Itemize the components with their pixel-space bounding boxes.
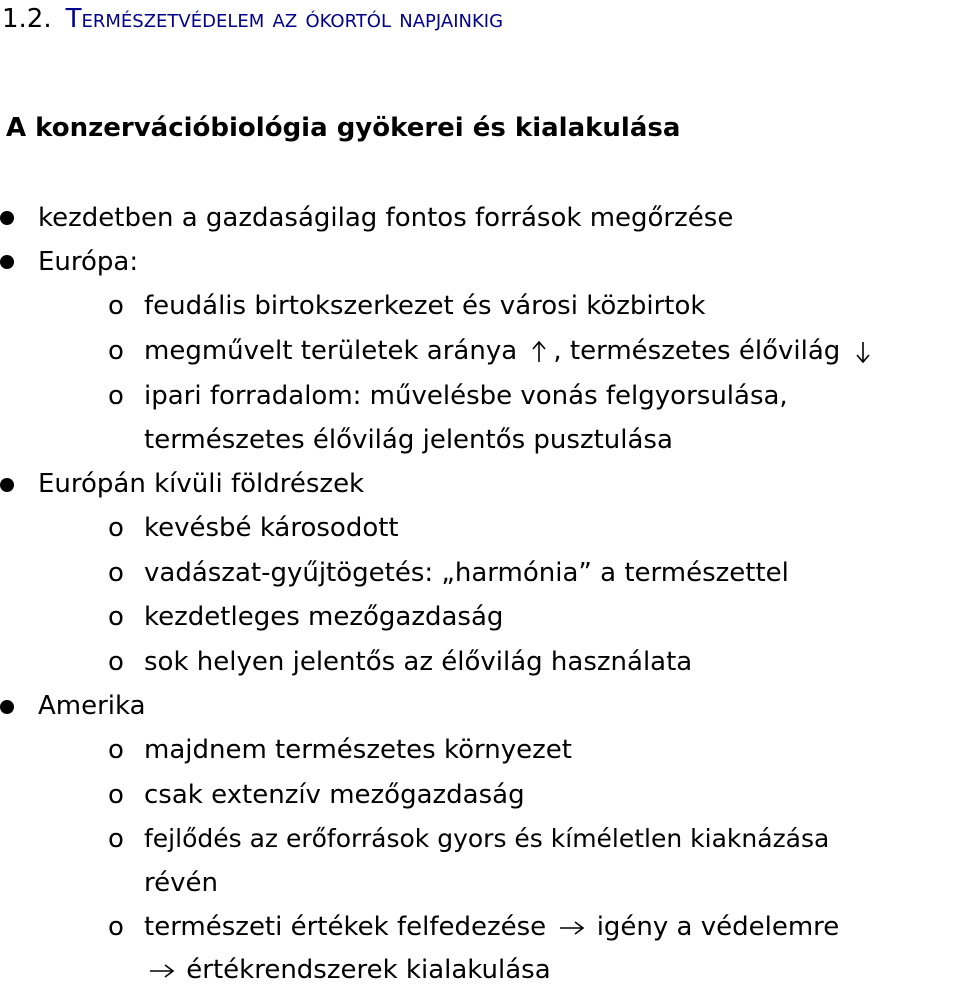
arrow-right-icon xyxy=(144,959,178,983)
section-title: Természetvédelem az ókortól napjainkig xyxy=(65,4,504,34)
sub-list-item xyxy=(144,907,839,947)
sub-bullet-icon: o xyxy=(108,780,124,810)
sub-bullet-icon: o xyxy=(108,336,124,366)
list-item: Európán kívüli földrészek xyxy=(38,469,365,499)
sub-bullet-icon: o xyxy=(108,513,124,543)
sub-list-item: kevésbé károsodott xyxy=(144,513,399,543)
sub-list-item-continuation: természetes élővilág jelentős pusztulása xyxy=(144,425,673,455)
sub-list-item-text: értékrendszerek kialakulása xyxy=(186,955,551,985)
sub-list-item xyxy=(144,331,877,371)
sub-list-item: fejlődés az erőforrások gyors és kíméletlen kiaknázása xyxy=(144,824,830,853)
sub-bullet-icon: o xyxy=(108,647,124,677)
sub-bullet-icon: o xyxy=(108,912,124,942)
arrow-up-icon xyxy=(525,340,553,364)
list-item: kezdetben a gazdaságilag fontos források megőrzése xyxy=(38,203,734,233)
document-title: A konzervációbiológia gyökerei és kialakulása xyxy=(6,113,681,143)
sub-list-item: sok helyen jelentős az élővilág használata xyxy=(144,647,693,677)
sub-list-item-text: , természetes élővilág xyxy=(553,336,841,366)
sub-list-item: csak extenzív mezőgazdaság xyxy=(144,780,525,810)
bullet-icon xyxy=(0,211,14,225)
sub-list-item: feudális birtokszerkezet és városi közbirtok xyxy=(144,291,706,321)
sub-list-item: ipari forradalom: művelésbe vonás felgyorsulása, xyxy=(144,381,788,411)
sub-bullet-icon: o xyxy=(108,381,124,411)
sub-list-item-continuation: révén xyxy=(144,868,218,898)
section-heading xyxy=(2,2,503,36)
sub-bullet-icon: o xyxy=(108,558,124,588)
sub-bullet-icon: o xyxy=(108,602,124,632)
bullet-icon xyxy=(0,478,14,492)
sub-list-item-continuation xyxy=(144,950,551,990)
sub-list-item-text: megművelt területek aránya xyxy=(144,336,518,366)
arrow-right-icon xyxy=(554,916,588,940)
sub-list-item: majdnem természetes környezet xyxy=(144,735,572,765)
bullet-icon xyxy=(0,700,14,714)
sub-bullet-icon: o xyxy=(108,824,124,854)
arrow-down-icon xyxy=(849,340,877,364)
sub-list-item-text: igény a védelemre xyxy=(596,912,840,942)
bullet-icon xyxy=(0,255,14,269)
sub-bullet-icon: o xyxy=(108,291,124,321)
sub-list-item: vadászat-gyűjtögetés: „harmónia” a természettel xyxy=(144,558,789,588)
list-item: Európa: xyxy=(38,247,139,277)
sub-list-item: kezdetleges mezőgazdaság xyxy=(144,602,504,632)
sub-list-item-text: természeti értékek felfedezése xyxy=(144,912,547,942)
list-item: Amerika xyxy=(38,691,146,721)
sub-bullet-icon: o xyxy=(108,735,124,765)
section-number: 1.2. xyxy=(2,4,52,34)
